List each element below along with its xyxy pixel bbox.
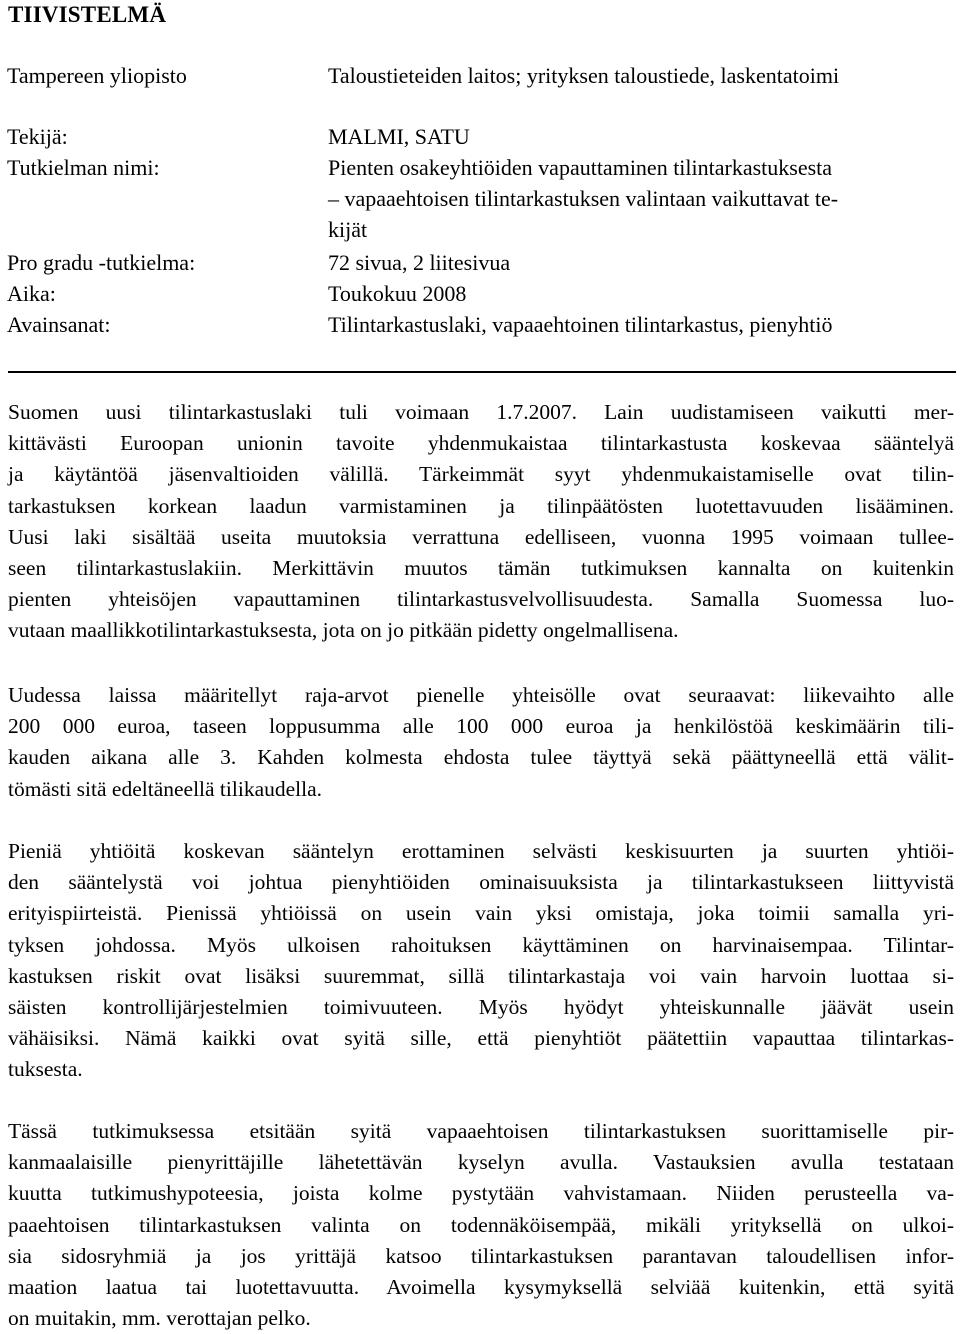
paragraph-line: kuutta tutkimushypoteesia, joista kolme pystytään vahvistamaan. Niiden perusteella va- <box>8 1181 954 1206</box>
thesis-name-label: Tutkielman nimi: <box>7 155 160 180</box>
paragraph-line: tömästi sitä edeltäneellä tilikaudella. <box>8 776 323 801</box>
thesis-name-line-3: kijät <box>328 217 368 242</box>
paragraph-line: ja käytäntöä jäsenvaltioiden välillä. Tärkeimmät syyt yhdenmukaistamiselle ovat tilin- <box>8 462 954 487</box>
paragraph-line: tarkastuksen korkean laadun varmistaminen ja tilinpäätösten luotettavuuden lisääminen. <box>8 493 954 518</box>
paragraph-line: kittävästi Euroopan unionin tavoite yhdenmukaistaa tilintarkastusta koskevaa sääntelyä <box>8 431 954 456</box>
date-label: Aika: <box>7 281 56 306</box>
abstract-paragraph-3 <box>8 836 954 1086</box>
department-value: Taloustieteiden laitos; yrityksen taloustiede, laskentatoimi <box>328 63 840 88</box>
thesis-name-line-1: Pienten osakeyhtiöiden vapauttaminen tilintarkastuksesta <box>328 155 833 180</box>
paragraph-line: on muitakin, mm. verottajan pelko. <box>8 1306 311 1331</box>
date-value: Toukokuu 2008 <box>328 281 467 306</box>
paragraph-line: seen tilintarkastuslakiin. Merkittävin muutos tämän tutkimuksen kannalta on kuitenkin <box>8 556 954 581</box>
paragraph-line: pienten yhteisöjen vapauttaminen tilintarkastusvelvollisuudesta. Samalla Suomessa luo- <box>8 587 954 612</box>
paragraph-line: Uusi laki sisältää useita muutoksia verrattuna edelliseen, vuonna 1995 voimaan tullee- <box>8 524 954 549</box>
paragraph-line: 200 000 euroa, taseen loppusumma alle 100 000 euroa ja henkilöstöä keskimäärin tili- <box>8 714 954 739</box>
paragraph-line: paaehtoisen tilintarkastuksen valinta on todennäköisempää, mikäli yrityksellä on ulkoi- <box>8 1212 954 1237</box>
paragraph-line: Pieniä yhtiöitä koskevan sääntelyn erottaminen selvästi keskisuurten ja suurten yhtiöi- <box>8 839 954 863</box>
paragraph-line: tuksesta. <box>8 1057 83 1082</box>
abstract-paragraph-4 <box>8 1116 954 1334</box>
paragraph-line: Uudessa laissa määritellyt raja-arvot pienelle yhteisölle ovat seuraavat: liikevaihto alle <box>8 683 954 707</box>
keywords-value: Tilintarkastuslaki, vapaaehtoinen tilintarkastus, pienyhtiö <box>328 312 833 337</box>
document-title: TIIVISTELMÄ <box>8 2 167 27</box>
paragraph-line: maation laatua tai luotettavuutta. Avoimella kysymyksellä selviää kuitenkin, että syitä <box>8 1275 954 1300</box>
abstract-paragraph-1 <box>8 397 954 647</box>
paragraph-line: tyksen johdossa. Myös ulkoisen rahoituksen käyttäminen on harvinaisempaa. Tilintar- <box>8 932 954 957</box>
paragraph-line: den sääntelystä voi johtua pienyhtiöiden ominaisuuksista ja tilintarkastukseen liittyvistä <box>8 870 954 895</box>
author-label: Tekijä: <box>7 124 68 149</box>
thesis-type-label: Pro gradu -tutkielma: <box>7 250 196 275</box>
thesis-type-value: 72 sivua, 2 liitesivua <box>328 250 511 275</box>
paragraph-line: kauden aikana alle 3. Kahden kolmesta ehdosta tulee täyttyä sekä päättyneellä että välit- <box>8 745 954 770</box>
university-label: Tampereen yliopisto <box>7 63 187 88</box>
paragraph-line: kanmaalaisille pienyrittäjille lähetettävän kyselyn avulla. Vastauksien avulla testataan <box>8 1150 954 1175</box>
paragraph-line: vähäisiksi. Nämä kaikki ovat syitä sille, että pienyhtiöt päätettiin vapauttaa tilintarkas- <box>8 1026 954 1051</box>
paragraph-line: vutaan maallikkotilintarkastuksesta, jota on jo pitkään pidetty ongelmallisena. <box>8 618 679 643</box>
paragraph-line: sia sidosryhmiä ja jos yrittäjä katsoo tilintarkastuksen parantavan taloudellisen infor- <box>8 1243 954 1268</box>
paragraph-line: Suomen uusi tilintarkastuslaki tuli voimaan 1.7.2007. Lain uudistamiseen vaikutti mer- <box>8 400 954 424</box>
thesis-name-line-2: – vapaaehtoisen tilintarkastuksen valintaan vaikuttavat te- <box>328 186 839 211</box>
abstract-paragraph-2 <box>8 680 954 805</box>
horizontal-rule <box>8 371 956 373</box>
paragraph-line: erityispiirteistä. Pienissä yhtiöissä on usein vain yksi omistaja, joka toimii samalla yri- <box>8 901 954 926</box>
paragraph-line: Tässä tutkimuksessa etsitään syitä vapaaehtoisen tilintarkastuksen suorittamiselle pir- <box>8 1119 954 1143</box>
paragraph-line: kastuksen riskit ovat lisäksi suuremmat, sillä tilintarkastaja voi vain harvoin luottaa si- <box>8 963 954 988</box>
paragraph-line: säisten kontrollijärjestelmien toimivuuteen. Myös hyödyt yhteiskunnalle jäävät usein <box>8 995 954 1020</box>
keywords-label: Avainsanat: <box>7 312 111 337</box>
author-value: MALMI, SATU <box>328 124 470 149</box>
